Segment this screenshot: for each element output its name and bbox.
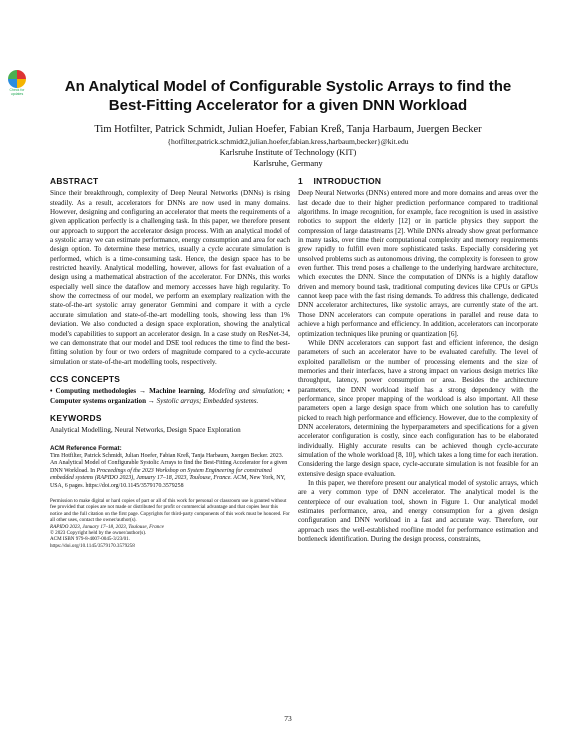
- permission-venue-text: RAPIDO 2023, January 17–18, 2023, Toulouse, France: [50, 523, 164, 530]
- badge-label-2: updates: [10, 92, 24, 96]
- intro-paragraph-2: While DNN accelerators can support fast and efficient inference, the design parameters of such an accelerator have to be evaluated carefully. The level of exploited parallelism or the number of processing elements and the size of memories and their interfaces, have a strong impact on various design metrics like throughput, latency, power consumption or area. Besides the architecture parameters, the DNN workload itself has a strong dependency with the performance, since proper mapping of the workload is also important. All these parameters open a large design space from which one solution has to carefully picked to reach high performance and efficiency. However, due to the complexity of DNN accelerators, determining the hyperparameters and specifications for a given accelerator configuration is costly, since each configuration has to be elaborated individually. Highly accurate results can be achieved though cycle-accurate simulation of the whole workload [8, 10], which takes a long time for each iteration. Considering the large design space, cycle-accurate simulation is not feasible for an extensive design space evaluation.: [298, 338, 538, 478]
- ccs-heading: CCS CONCEPTS: [50, 373, 121, 384]
- reference-venue: Proceedings of the 2023 Workshop on System Engineering for constrained embedded systems (RAPIDO 2023), January 17–18, 2023, Toulouse, France.: [50, 467, 272, 482]
- badge-label-1: Check for: [9, 88, 25, 92]
- copyright-line: © 2023 Copyright held by the owner/author(s).: [50, 530, 147, 536]
- keywords-section: [50, 414, 290, 436]
- permission-text: Permission to make digital or hard copies of part or all of this work for personal or classroom use is granted without fee provided that copies are not made or distributed for profit or commercial advantage and that copies bear this notice and the full citation on the first page. Copyrights for third-party components of this work must be honored. For all other uses, contact the owner/author(s).: [50, 497, 290, 524]
- abstract-heading: ABSTRACT: [50, 176, 99, 186]
- paper-title: An Analytical Model of Configurable Systolic Arrays to find the Best-Fitting Accelerator for a given DNN Workload: [64, 78, 512, 114]
- ccs-text: [50, 387, 290, 406]
- updates-icon: [8, 70, 26, 88]
- keywords-heading: KEYWORDS: [50, 412, 102, 423]
- reference-doi: ACM, New York, NY, USA, 6 pages. https://doi.org/10.1145/3579170.3579258: [50, 475, 286, 489]
- ccs-item-2-sub: Systolic arrays; Embedded systems.: [156, 396, 259, 405]
- permission-block: [50, 498, 290, 549]
- ccs-item-1-sub: , Modeling and simulation;: [203, 387, 288, 396]
- isbn-line: ACM ISBN 979-8-4007-0045-3/23/01.: [50, 536, 130, 543]
- reference-authors: Tim Hotfilter, Patrick Schmidt, Julian Hoefer, Fabian Kreß, Tanja Harbaum, Juergen Becker. 2023. An Analytical Model of Configurable Systolic Arrays to find the Best-Fitting Accelerator for a given DNN Workload. In: [50, 452, 288, 474]
- author-list: Tim Hotfilter, Patrick Schmidt, Julian Hoefer, Fabian Kreß, Tanja Harbaum, Juergen Becker: [94, 124, 482, 135]
- right-column: [298, 177, 538, 544]
- affiliation: [40, 147, 536, 168]
- reference-format-heading: ACM Reference Format:: [50, 444, 122, 452]
- intro-paragraph-1: Deep Neural Networks (DNNs) entered more and more domains and areas over the last decade due to their higher prediction performance compared to traditional algorithms. In image recognition, for example, face recognition is used in assistive robotics to support the elderly [12] or in particle physics they support the compression of large datastreams [2]. While DNNs already show great performance in many tasks, over time their computational complexity and memory requirements grew rapidly to fulfill even more sophisticated tasks. Especially considering yet unsolved problems such as autonomous driving, the complexity is foreseen to grow even further. This trend poses a challenge to the underlying hardware architecture, which executes the DNN. Since the computation of DNNs is a highly dataflow driven and memory bound task, traditional computing devices like CPUs or GPUs cannot keep pace with the fast rising demands. To address this challenge, dedicated DNN accelerator architectures, like systolic arrays, are currently state of the art. Those DNN accelerators can compute operations in parallel and reuse data to achieve a high performance and efficiency. In addition, accelerators can incorporate optimization techniques like pruning or quantization [6].: [298, 189, 538, 338]
- intro-paragraph-3: In this paper, we therefore present our analytical model of systolic arrays, which are a very common type of DNN accelerator. The analytical model is the centerpiece of our evaluation tool, shown in Figure 1. Our analytical model estimates performance, area, and energy consumption for a given design configuration and DNN workload in a fast and accurate way. Therefore, our approach uses the well-established roofline model for performance estimation and bottleneck identification. During the design process, constraints,: [298, 479, 538, 544]
- page-number: 73: [284, 714, 292, 723]
- ccs-item-1: • Computing methodologies → Machine learning: [50, 387, 204, 396]
- ccs-section: [50, 375, 290, 406]
- reference-format-text: [50, 453, 290, 490]
- intro-heading: 1 INTRODUCTION: [298, 176, 382, 186]
- author-emails: {hotfilter,patrick.schmidt2,julian.hoefer,fabian.kress,harbaum,becker}@kit.edu: [167, 137, 409, 146]
- check-for-updates-badge[interactable]: [6, 70, 28, 96]
- keywords-text: Analytical Modelling, Neural Networks, Design Space Exploration: [50, 426, 241, 435]
- doi-link[interactable]: https://doi.org/10.1145/3579170.3579258: [50, 542, 135, 549]
- abstract-text: Since their breakthrough, complexity of Deep Neural Networks (DNNs) is rising steadily. As a result, accelerators for DNNs are now used in many domains. However, designing and configuring an accelerator that meets the requirements of a given application perfectly is a challenging task. In this paper, we therefore present our approach to support the accelerator design process. With an analytical model of a systolic array we can estimate performance, energy consumption and area for each design option. To determine these metrics, usually a cycle accurate simulation is performed, which is a time-consuming task. Hence, the design space has to be restricted heavily. Analytical modelling, however, allows for fast evaluation of a design using a mathematical abstraction of the accelerator. For DNNs, this works especially well since the dataflow and memory accesses have high regularity. To show the correctness of our model, we perform an exemplary realization with the state-of-the-art systolic array generator Gemmini and compare it with a cycle accurate simulation and state-of-the-art modelling tools, showing less than 1% deviation. We also conducted a design space exploration, showing the analytical model's capabilities to support an accelerator design. In a case study on ResNet-34, we can demonstrate that our model and DSE tool reduces the time to find the best-fitting solution by four or two orders of magnitude compared to a cycle-accurate simulation or state-of-the-art modelling tools, respectively.: [50, 189, 290, 366]
- affiliation-institute: Karlsruhe Institute of Technology (KIT): [219, 147, 357, 157]
- affiliation-location: Karlsruhe, Germany: [253, 157, 323, 168]
- ccs-item-2: • Computer systems organization →: [50, 387, 290, 405]
- left-column: [50, 177, 290, 549]
